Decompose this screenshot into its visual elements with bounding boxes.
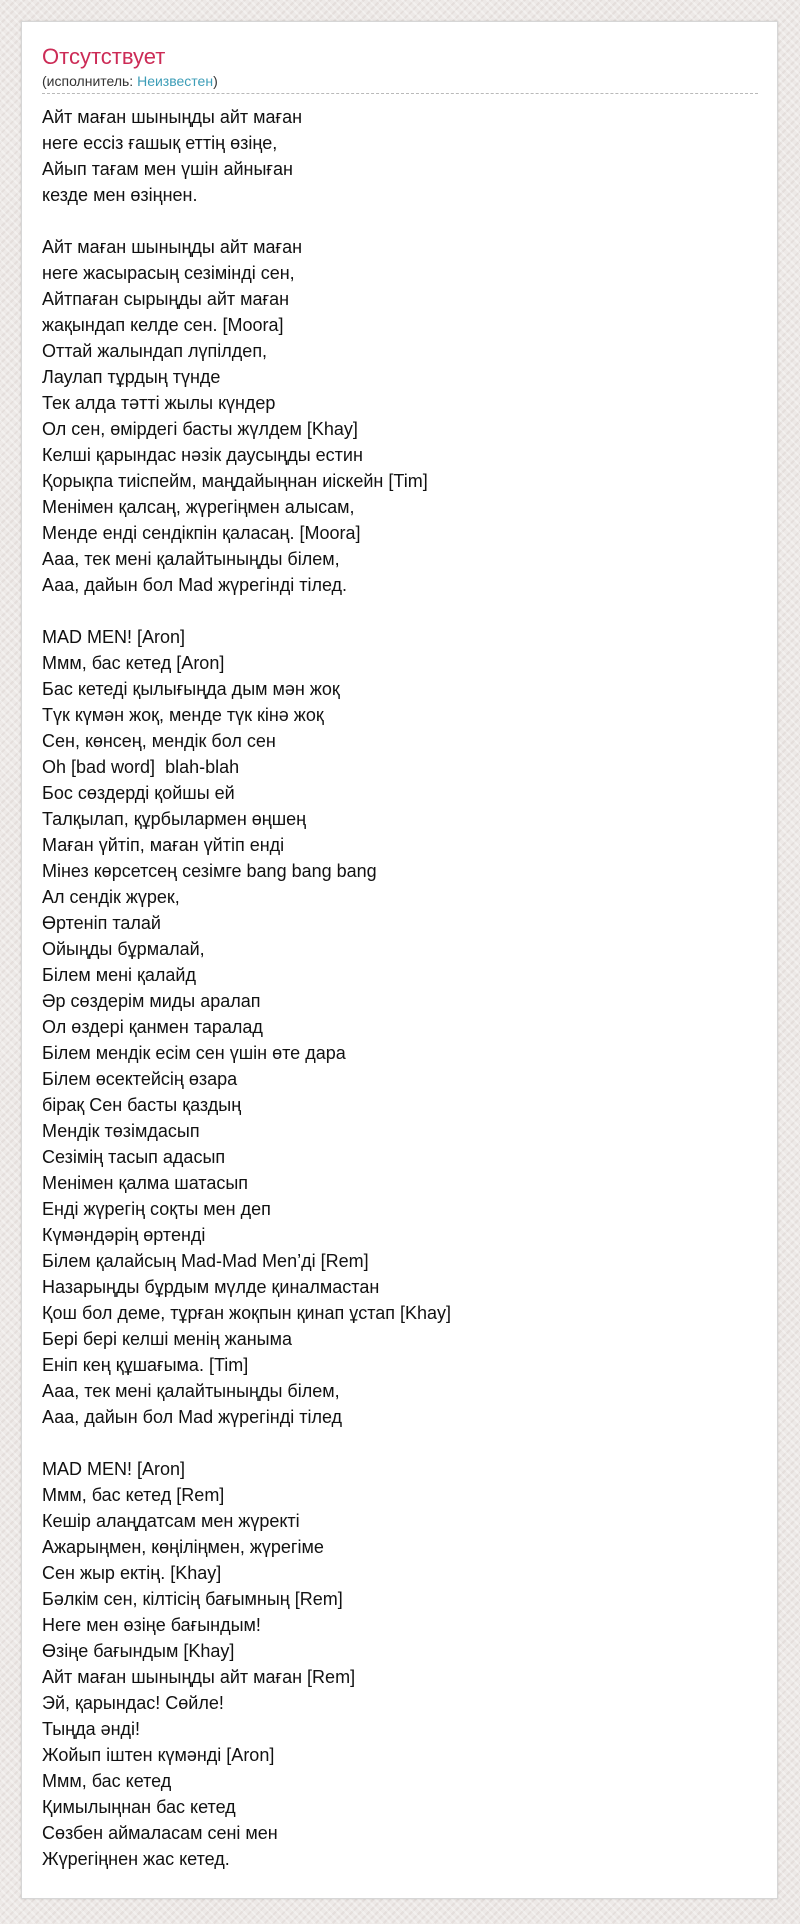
lyric-line: Өртеніп талай <box>42 913 161 933</box>
lyric-line: Ал сендік жүрек, <box>42 887 180 907</box>
stanza-gap <box>42 1430 758 1456</box>
lyric-line: Маған үйтіп, маған үйтіп енді <box>42 835 285 855</box>
lyric-line: Ол сен, өмірдегі басты жүлдем [Khay] <box>42 419 358 439</box>
lyric-line: Кешір алаңдатсам мен жүректі <box>42 1511 300 1531</box>
lyric-line: MAD MEN! [Aron] <box>42 627 186 647</box>
lyric-line: Мендік төзімдасып <box>42 1121 200 1141</box>
lyric-line: жақындап келде сен. [Moora] <box>42 315 284 335</box>
lyric-line: Ааа, дайын бол Mad жүрегінді тілед <box>42 1407 343 1427</box>
lyrics-text <box>42 104 758 1872</box>
lyric-line: Білем мендік есім сен үшін өте дара <box>42 1043 346 1063</box>
lyric-line: Сөзбен аймаласам сені мен <box>42 1823 278 1843</box>
lyric-line: Бері бері келші менің жаныма <box>42 1329 292 1349</box>
lyric-line: Ммм, бас кетед [Aron] <box>42 653 225 673</box>
lyric-line: бірақ Сен басты қаздың <box>42 1095 242 1115</box>
lyric-line: Күмәндәрің өртенді <box>42 1225 206 1245</box>
lyric-line: Ажарыңмен, көңіліңмен, жүрегіме <box>42 1537 324 1557</box>
lyric-line: Енді жүрегің соқты мен деп <box>42 1199 271 1219</box>
lyric-line: Оттай жалындап лүпілдеп, <box>42 341 268 361</box>
lyric-line: Еніп кең құшағыма. [Tim] <box>42 1355 249 1375</box>
lyric-line: Ммм, бас кетед <box>42 1771 172 1791</box>
lyric-line: MAD MEN! [Aron] <box>42 1459 186 1479</box>
lyric-line: Сезімің тасып адасып <box>42 1147 226 1167</box>
lyric-line: Айып тағам мен үшін айныған <box>42 159 293 179</box>
lyric-line: Жойып іштен күмәнді [Aron] <box>42 1745 275 1765</box>
lyric-line: Бас кетеді қылығыңда дым мән жоқ <box>42 679 340 699</box>
artist-line <box>42 72 758 90</box>
artist-prefix: (исполнитель: <box>42 73 138 89</box>
lyric-line: неге ессіз ғашық еттің өзіңе, <box>42 133 278 153</box>
lyric-line: Мінез көрсетсең сезімге bang bang bang <box>42 861 377 881</box>
lyric-line: Қимылыңнан бас кетед <box>42 1797 236 1817</box>
lyric-line: Ойыңды бұрмалай, <box>42 939 205 959</box>
lyric-line: Білем қалайсың Mad-Mad Men’ді [Rem] <box>42 1251 369 1271</box>
lyric-line: Тек алда тәтті жылы күндер <box>42 393 276 413</box>
lyric-line: кезде мен өзіңнен. <box>42 185 198 205</box>
lyric-line: Oh [bad word] blah-blah <box>42 757 240 777</box>
lyric-line: Қош бол деме, тұрған жоқпын қинап ұстап [Khay] <box>42 1303 452 1323</box>
lyric-line: Білем өсектейсің өзара <box>42 1069 238 1089</box>
lyric-line: Айтпаған сырыңды айт маған <box>42 289 290 309</box>
stanza-gap <box>42 208 758 234</box>
lyrics-card <box>21 21 778 1899</box>
lyric-line: Ол өздері қанмен таралад <box>42 1017 263 1037</box>
lyric-line: Бос сөздерді қойшы ей <box>42 783 235 803</box>
lyric-line: Білем мені қалайд <box>42 965 196 985</box>
lyric-line: Сен, көнсең, мендік бол сен <box>42 731 276 751</box>
lyric-line: Назарыңды бұрдым мүлде қиналмастан <box>42 1277 380 1297</box>
stanza-gap <box>42 598 758 624</box>
lyric-line: Ммм, бас кетед [Rem] <box>42 1485 225 1505</box>
lyric-line: Менде енді сендікпін қаласаң. [Moora] <box>42 523 361 543</box>
lyric-line: Менімен қалма шатасып <box>42 1173 249 1193</box>
song-header <box>42 44 758 94</box>
lyric-line: Тыңда әнді! <box>42 1719 141 1739</box>
lyric-line: Әр сөздерім миды аралап <box>42 991 261 1011</box>
lyric-line: Менімен қалсаң, жүрегіңмен алысам, <box>42 497 355 517</box>
lyric-line: Айт маған шыныңды айт маған <box>42 237 303 257</box>
lyric-line: Неге мен өзіңе бағындым! <box>42 1615 261 1635</box>
lyric-line: Жүрегіңнен жас кетед. <box>42 1849 230 1869</box>
lyric-line: Ааа, тек мені қалайтыныңды білем, <box>42 1381 340 1401</box>
lyric-line: Сен жыр ектің. [Khay] <box>42 1563 222 1583</box>
lyric-line: Ааа, дайын бол Mad жүрегінді тілед. <box>42 575 348 595</box>
artist-suffix: ) <box>213 73 218 89</box>
lyric-line: Ааа, тек мені қалайтыныңды білем, <box>42 549 340 569</box>
lyric-line: Түк күмән жоқ, менде түк кінә жоқ <box>42 705 324 725</box>
lyric-line: Айт маған шыныңды айт маған <box>42 107 303 127</box>
lyric-line: Өзіңе бағындым [Khay] <box>42 1641 235 1661</box>
lyric-line: Лаулап тұрдың түнде <box>42 367 221 387</box>
lyric-line: Бәлкім сен, кілтісің бағымның [Rem] <box>42 1589 343 1609</box>
lyric-line: Қорықпа тиіспейм, маңдайыңнан иіскейн [Tim] <box>42 471 428 491</box>
lyric-line: Айт маған шыныңды айт маған [Rem] <box>42 1667 356 1687</box>
song-title: Отсутствует <box>42 44 166 69</box>
lyric-line: Келші қарындас нәзік даусыңды естин <box>42 445 363 465</box>
lyric-line: Талқылап, құрбылармен өңшең <box>42 809 307 829</box>
lyric-line: Эй, қарындас! Сөйле! <box>42 1693 224 1713</box>
artist-link[interactable]: Неизвестен <box>137 73 214 89</box>
lyric-line: неге жасырасың сезімінді сен, <box>42 263 295 283</box>
